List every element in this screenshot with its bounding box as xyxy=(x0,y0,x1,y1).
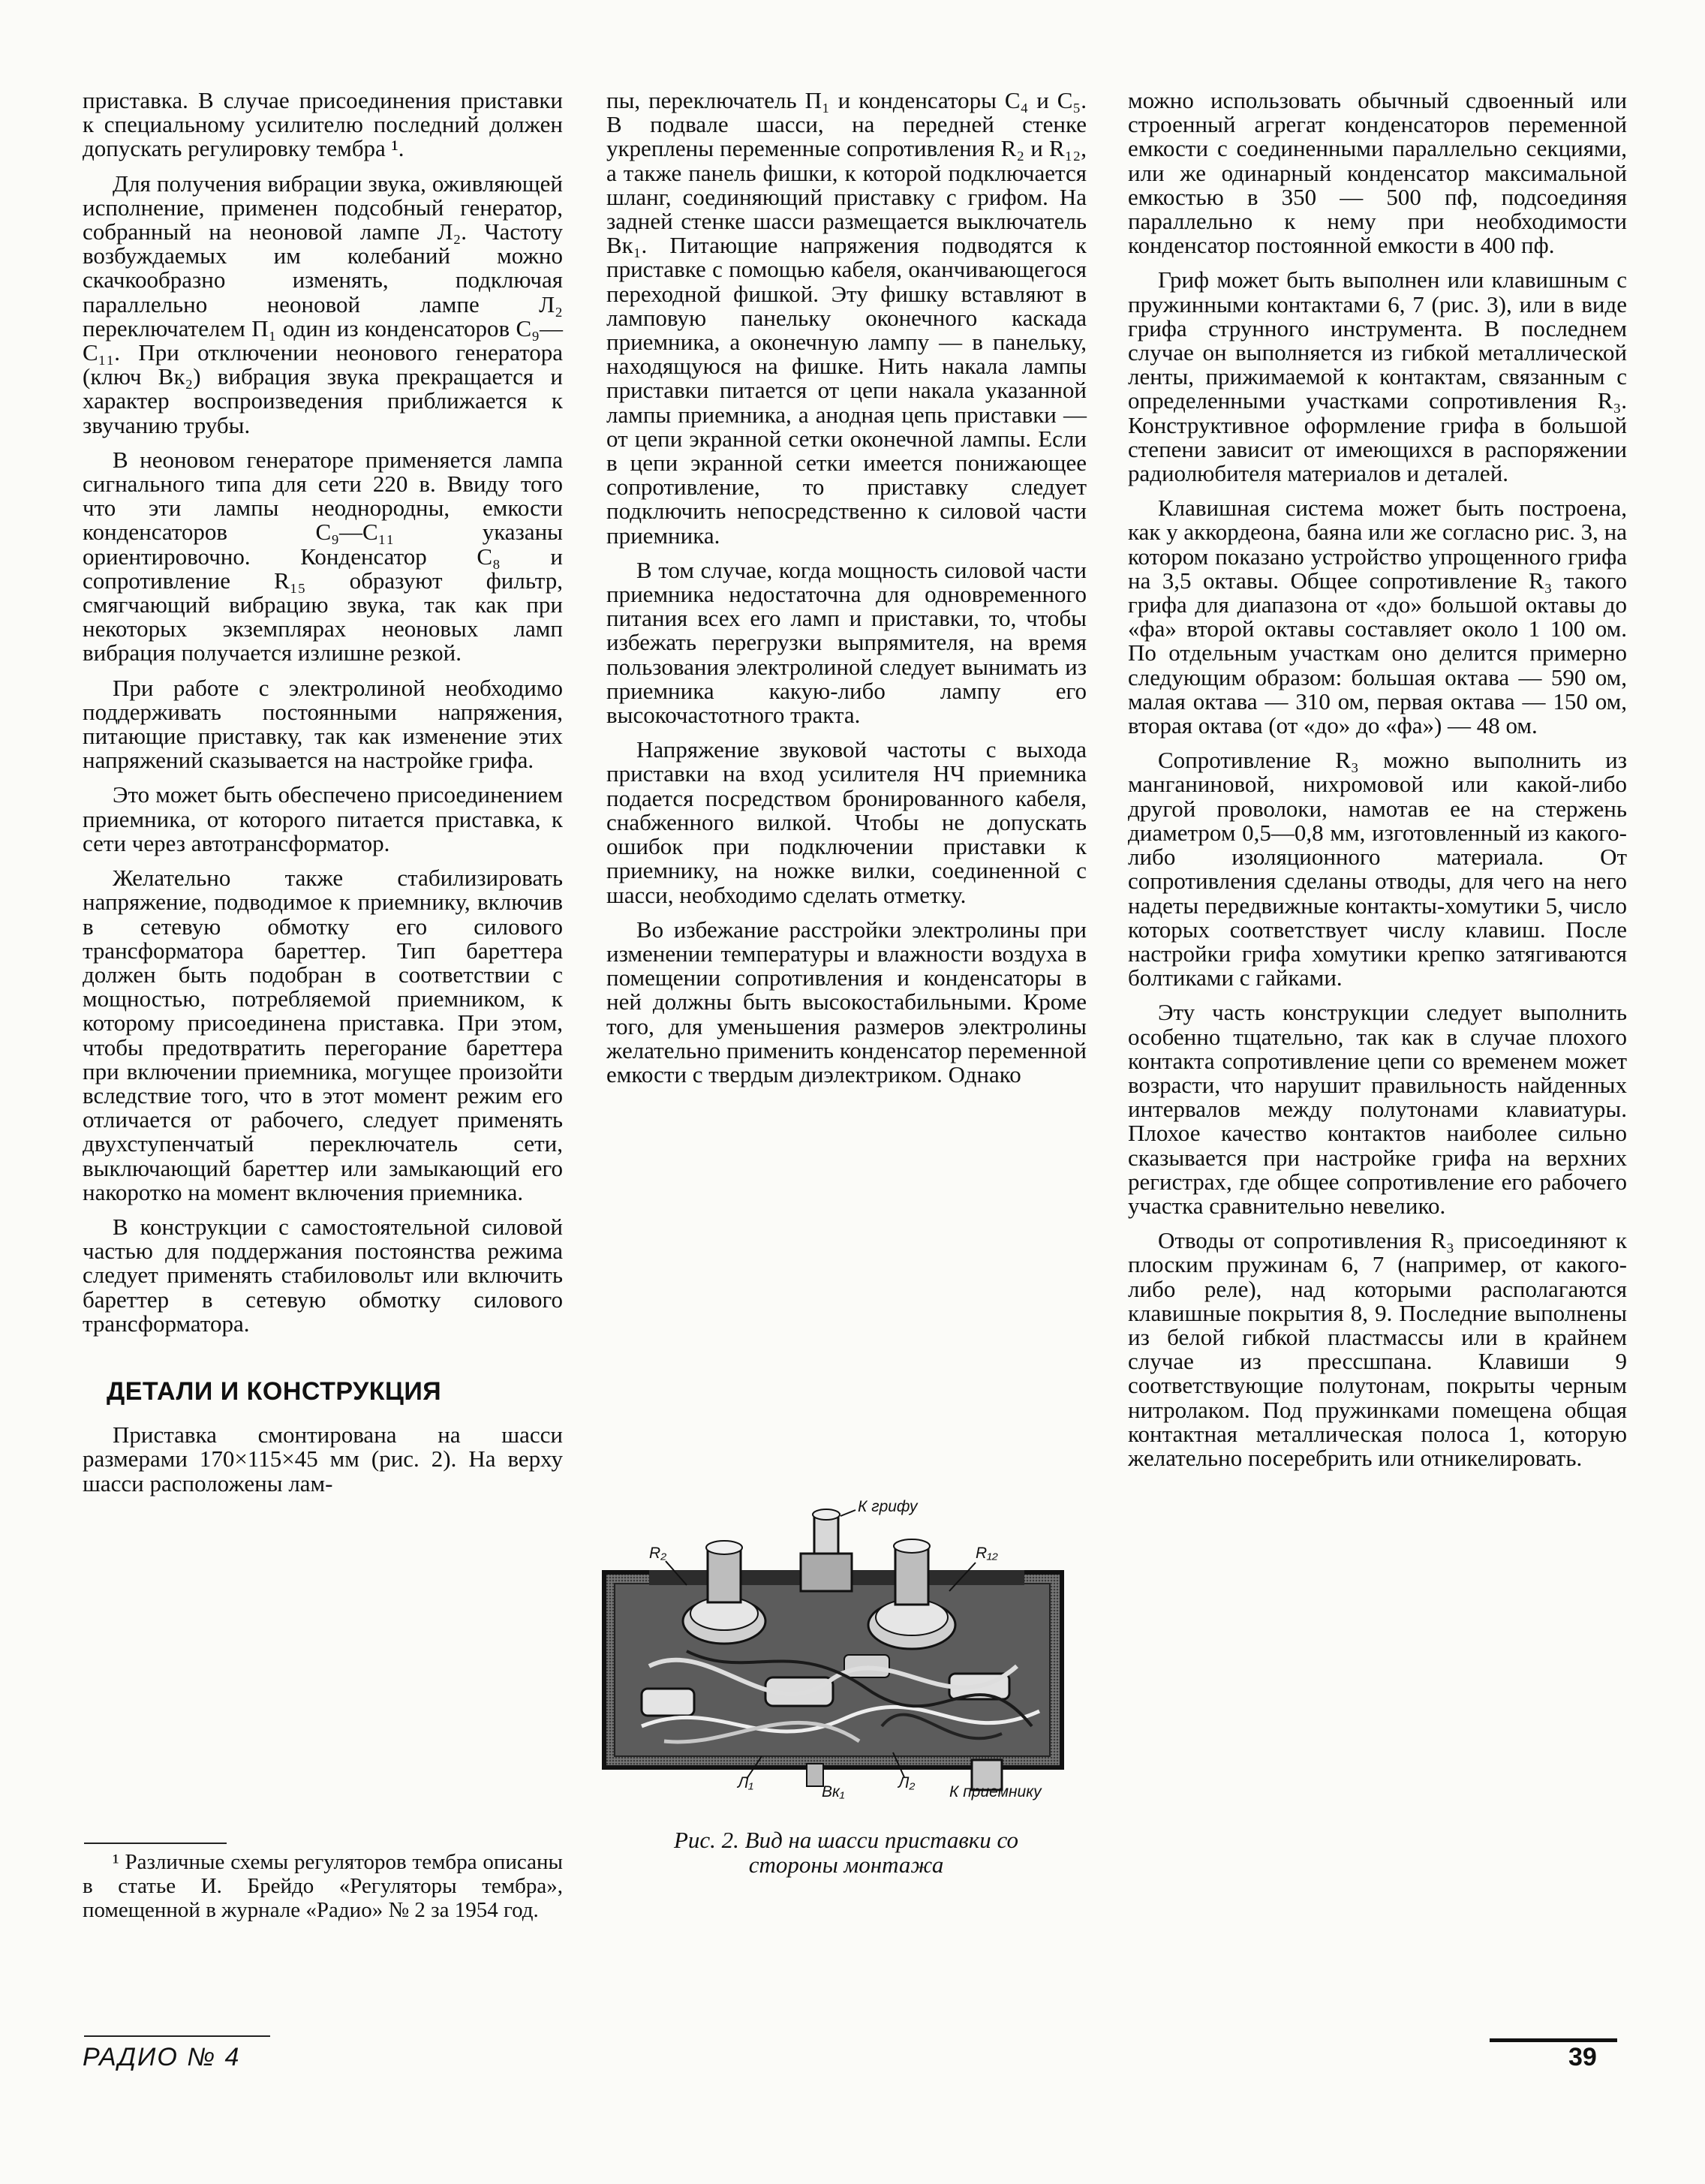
paragraph: В конструкции с самостоятельной силовой частью для поддержания постоянства режима следует применять стабиловольт или включить бареттер в сетевую обмотку силового трансформатора. xyxy=(83,1213,563,1337)
paragraph: Для получения вибрации звука, оживляющей исполнение, применен подсобный генератор, собранный на неоновой лампе Л₂. Частоту возбуждаемых им колебаний можно скачкообразно изменять, подключая параллельно неоновой лампе Л₂ переключателем П₁ один из конденсаторов C₉—C₁₁. При отключении неонового генератора (ключ Вк₂) вибрация звука прекращается и характер воспроизведения приближается к звучанию трубы. xyxy=(83,170,563,438)
paragraph: Сопротивление R₃ можно выполнить из манганиновой, нихромовой или какой-либо другой проволоки, намотав ее на стержень диаметром 0,5—0,8 мм, изготовленный из какого-либо изоляционного материала. От сопротивления сделаны отводы, для чего на него надеты передвижные контакты-хомутики 5, число которых соответствует числу клавиш. После настройки грифа хомутики крепко затягиваются болтиками с гайками. xyxy=(1128,747,1627,991)
paragraph: При работе с электролиной необходимо поддерживать постоянными напряжения, питающие приставку, так как изменение этих напряжений сказывается на настройке грифа. xyxy=(83,674,563,774)
label-to-receiver: К приемнику xyxy=(949,1783,1042,1800)
chassis-photo xyxy=(597,1498,1096,1801)
paragraph: Клавишная система может быть построена, как у аккордеона, баяна или же согласно рис. 3, на котором показано устройство упрощенного грифа на 3,5 октавы. Общее сопротивление R₃ такого грифа для диапазона от «до» большой октавы до «фа» второй октавы составляет около 1 100 ом. По отдельным участкам оно делится примерно следующим образом: большая октава — 590 ом, малая октава — 310 ом, первая октава — 150 ом, вторая октава (от «до» до «фа») — 48 ом. xyxy=(1128,495,1627,739)
text-column-3 xyxy=(1128,89,1627,1481)
footer-rule-right xyxy=(1490,2038,1617,2042)
text-column-1 xyxy=(83,89,563,1506)
footnote-text: ¹ Различные схемы регуляторов тембра описаны в статье И. Брейдо «Регуляторы тембра», помещенной в журнале «Радио» № 2 за 1954 год. xyxy=(83,1850,563,1922)
page-number: 39 xyxy=(1568,2043,1597,2071)
footnote xyxy=(83,1850,563,1922)
paragraph: Эту часть конструкции следует выполнить особенно тщательно, так как в случае плохого контакта сопротивление цепи со временем может возрасти, что нарушит правильность найденных интервалов между полутонами клавиатуры. Плохое качество контактов наиболее сильно сказывается при настройке грифа на верхних регистрах, где общее сопротивление его рабочего участка сравнительно невелико. xyxy=(1128,999,1627,1219)
label-l1: Л₁ xyxy=(738,1774,754,1791)
label-vk1: Вк₁ xyxy=(822,1783,845,1800)
paragraph: Гриф может быть выполнен или клавишным с пружинными контактами 6, 7 (рис. 3), или в виде грифа струнного инструмента. В последнем случае он выполняется из гибкой металлической ленты, прижимаемой к контактам, связанным с определенными участками сопротивления R₃. Конструктивное оформление грифа в большой степени зависит от имеющихся в распоряжении радиолюбителя материалов и деталей. xyxy=(1128,266,1627,487)
footnote-divider xyxy=(84,1843,227,1844)
section-heading: ДЕТАЛИ И КОНСТРУКЦИЯ xyxy=(107,1376,442,1406)
paragraph: Это может быть обеспечено присоединением приемника, от которого питается приставка, к сети через автотрансформатор. xyxy=(83,781,563,856)
label-r12: R₁₂ xyxy=(976,1545,998,1562)
text-column-2 xyxy=(606,89,1087,1097)
connector-to-neck xyxy=(801,1509,852,1591)
caption-line-2: стороны монтажа xyxy=(748,1852,944,1878)
label-to-neck: К грифу xyxy=(858,1498,918,1515)
label-r2: R₂ xyxy=(649,1545,667,1562)
paragraph: В неоновом генераторе применяется лампа сигнального типа для сети 220 в. Ввиду того что эти лампы неоднородны, емкости конденсаторов C₉—C₁₁ указаны ориентировочно. Конденсатор C₈ и сопротивление R₁₅ образуют фильтр, смягчающий вибрацию звука, так как при некоторых экземплярах неоновых ламп вибрация получается излишне резкой. xyxy=(83,446,563,666)
label-l2: Л₂ xyxy=(898,1774,916,1791)
paragraph: Во избежание расстройки электролины при изменении температуры и влажности воздуха в помещении сопротивления и конденсаторы в ней должны быть высокостабильными. Кроме того, для уменьшения размеров электролины желательно применить конденсатор переменной емкости с твердым диэлектриком. Однако xyxy=(606,916,1087,1087)
figure-caption xyxy=(597,1828,1096,1877)
paragraph: Желательно также стабилизировать напряжение, подводимое к приемнику, включив в сетевую обмотку его силового трансформатора бареттер. Тип бареттера должен быть подобран в соответствии с мощностью, потребляемой приемником, к которому присоединена приставка. При этом, чтобы предотвратить перегорание бареттера при включении приемника, могущее произойти вследствие того, что в этот момент режим его отличается от рабочего, следует применять двухступенчатый переключатель сети, выключающий бареттер или замыкающий его накоротко на момент включения приемника. xyxy=(83,865,563,1205)
running-title: РАДИО № 4 xyxy=(83,2043,241,2071)
paragraph: Приставка смонтирована на шасси размерами 170×115×45 мм (рис. 2). На верху шасси расположены лам- xyxy=(83,1421,563,1497)
paragraph: пы, переключатель П₁ и конденсаторы C₄ и C₅. В подвале шасси, на передней стенке укреплены переменные сопротивления R₂ и R₁₂, а также панель фишки, к которой подключается шланг, соединяющий приставку с грифом. На задней стенке шасси размещается выключатель Вк₁. Питающие напряжения подводятся к приставке с помощью кабеля, оканчивающегося переходной фишкой. Эту фишку вставляют в ламповую панельку оконечного каскада приемника, а оконечную лампу — в панельку, находящуюся на фишке. Нить накала лампы приставки питается от цепи накала указанной лампы приемника, а анодная цепь приставки — от цепи экранной сетки оконечной лампы. Если в цепи экранной сетки имеется понижающее сопротивление, то приставку следует подключить непосредственно к силовой части приемника. xyxy=(606,87,1087,549)
paragraph: приставка. В случае присоединения приставки к специальному усилителю последний должен допускать регулировку тембра ¹. xyxy=(83,87,563,162)
paragraph: можно использовать обычный сдвоенный или строенный агрегат конденсаторов переменной емкости с соединенными параллельно секциями, или же одинарный конденсатор максимальной емкостью в 350 — 500 пф, подсоединяя параллельно к нему при необходимости конденсатор постоянной емкости в 400 пф. xyxy=(1128,87,1627,259)
chassis-illustration xyxy=(597,1501,1096,1801)
paragraph: В том случае, когда мощность силовой части приемника недостаточна для одновременного питания всех его ламп и приставки, то, чтобы избежать перегрузки выпрямителя, на время пользования электролиной следует вынимать из приемника какую-либо лампу его высокочастотного тракта. xyxy=(606,556,1087,729)
paragraph: Отводы от сопротивления R₃ присоединяют к плоским пружинам 6, 7 (например, от какого-либо реле), над которыми располагаются клавишные покрытия 8, 9. Последние выполнены из белой гибкой пластмассы или в крайнем случае из прессшпана. Клавиши 9 соответствующие полутонам, покрыты черным нитролаком. Под пружинками помещена общая контактная металлическая полоса 1, которую желательно посеребрить или отникелировать. xyxy=(1128,1227,1627,1471)
footer-rule-left xyxy=(84,2035,270,2037)
caption-line-1: Рис. 2. Вид на шасси приставки со xyxy=(673,1827,1019,1853)
paragraph: Напряжение звуковой частоты с выхода приставки на вход усилителя НЧ приемника подается посредством бронированного кабеля, снабженного вилкой. Чтобы не допускать ошибок при подключении приставки к приемнику, на ножке вилки, соединенной с шасси, необходимо сделать отметку. xyxy=(606,736,1087,908)
